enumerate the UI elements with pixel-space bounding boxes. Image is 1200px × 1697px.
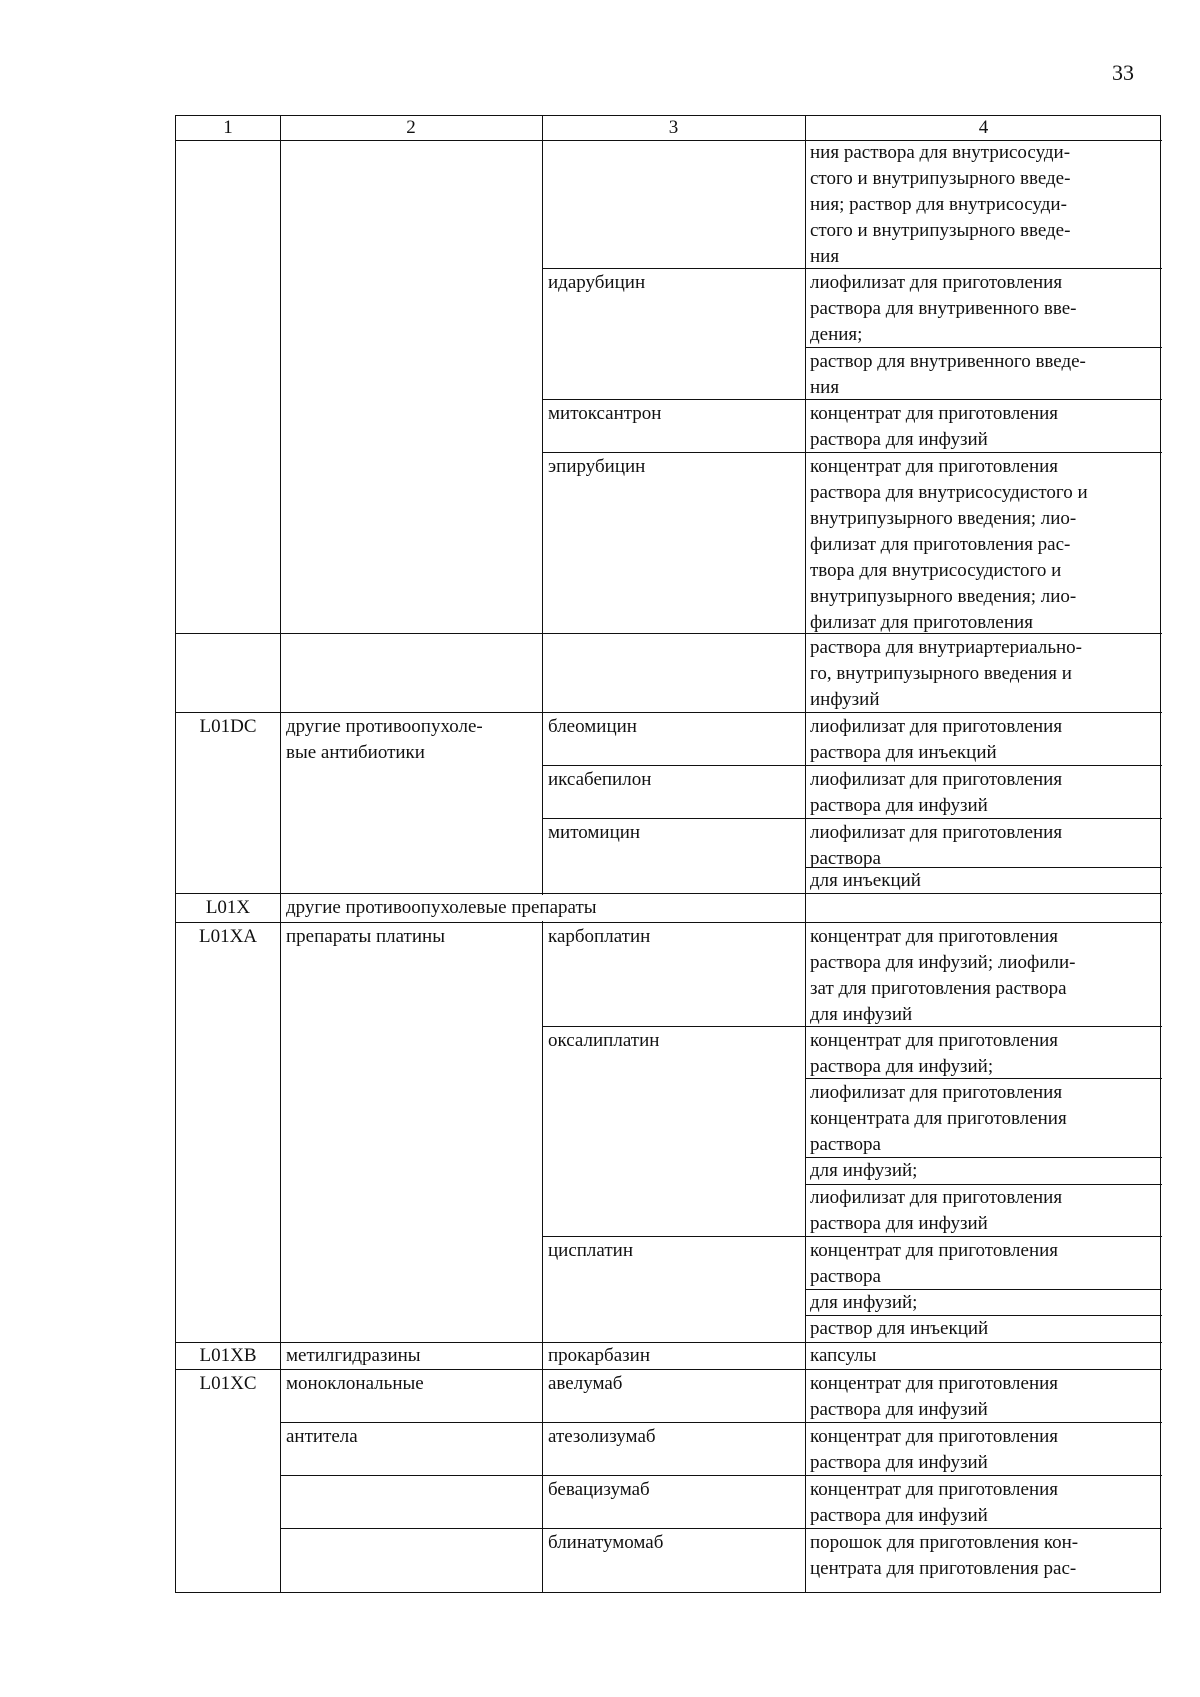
form-cell: лиофилизат для приготовления раствора [810,822,1063,869]
col-divider-2 [542,116,543,1592]
form-cell: концентрат для приготовления раствора для инфузий [810,1373,1059,1420]
drug-name: атезолизумаб [548,1426,656,1447]
drug-name: блинатумомаб [548,1532,664,1553]
group-name: препараты платины [286,926,445,947]
drug-table [175,115,1161,1593]
drug-name: авелумаб [548,1373,623,1394]
header-col-3: 3 [668,117,679,138]
atc-code: L01XA [198,926,258,947]
col-divider-1 [280,116,281,1592]
atc-code: L01XC [199,1373,257,1394]
form-cell: лиофилизат для приготовления раствора для внутривенного вве- дения; [810,272,1077,345]
drug-name: оксалиплатин [548,1030,660,1051]
drug-name: карбоплатин [548,926,651,947]
form-cell: концентрат для приготовления раствора для инфузий [810,1479,1059,1526]
group-name: другие противоопухолевые препараты [286,895,601,921]
group-name: антитела [286,1426,358,1447]
group-name: метилгидразины [286,1345,421,1366]
form-cell: концентрат для приготовления раствора [810,1240,1059,1287]
group-name: другие противоопухоле- вые антибиотики [286,716,483,763]
header-col-1: 1 [223,117,233,138]
drug-name: эпирубицин [548,456,646,477]
form-cell: капсулы [810,1345,877,1366]
group-name: моноклональные [286,1373,424,1394]
atc-code: L01XB [199,1345,257,1366]
drug-name: блеомицин [548,716,637,737]
drug-name: митомицин [548,822,641,843]
drug-name: идарубицин [548,272,646,293]
row-line [176,1369,1162,1370]
form-cell: лиофилизат для приготовления концентрата для приготовления раствора [810,1082,1067,1155]
form-cell: для инфузий; [810,1160,918,1181]
col-divider-3 [805,116,806,1592]
form-cell: раствор для инъекций [810,1318,989,1339]
row-line [176,893,1162,894]
drug-name: бевацизумаб [548,1479,650,1500]
form-cell: концентрат для приготовления раствора для инфузий [810,403,1059,450]
atc-code: L01DC [199,716,257,737]
form-cell: концентрат для приготовления раствора для инфузий [810,1426,1059,1473]
page-number: 33 [1112,60,1134,85]
form-cell: для инъекций [810,870,921,891]
drug-name: иксабепилон [548,769,652,790]
row-line [176,922,1162,923]
form-cell: для инфузий; [810,1292,918,1313]
form-cell: концентрат для приготовления раствора для внутрисосудистого и внутрипузырного введения; лио- филизат для приготовления рас- твора для внутрисосудистого и внутрипузырного введения; лио- филизат для приготовления [810,456,1088,633]
header-col-2: 2 [406,117,416,138]
drug-name: прокарбазин [548,1345,650,1366]
header-col-4: 4 [978,117,989,138]
form-cell: концентрат для приготовления раствора для инфузий; [810,1030,1059,1077]
form-cell: лиофилизат для приготовления раствора для инфузий [810,769,1063,816]
form-cell: раствор для внутривенного введе- ния [810,351,1086,398]
drug-name: митоксантрон [548,403,662,424]
drug-name: цисплатин [548,1240,633,1261]
form-cell: ния раствора для внутрисосуди- стого и внутрипузырного введе- ния; раствор для внутрисосуди- стого и внутрипузырного введе- ния [810,142,1071,267]
form-cell: лиофилизат для приготовления раствора для инъекций [810,716,1063,763]
atc-code: L01X [205,897,251,918]
form-cell: порошок для приготовления кон- центрата для приготовления рас- [810,1532,1079,1579]
form-cell: раствора для внутриартериально- го, внутрипузырного введения и инфузий [810,637,1083,710]
form-cell: концентрат для приготовления раствора для инфузий; лиофили- зат для приготовления раствора для инфузий [810,926,1076,1025]
form-cell: лиофилизат для приготовления раствора для инфузий [810,1187,1063,1234]
